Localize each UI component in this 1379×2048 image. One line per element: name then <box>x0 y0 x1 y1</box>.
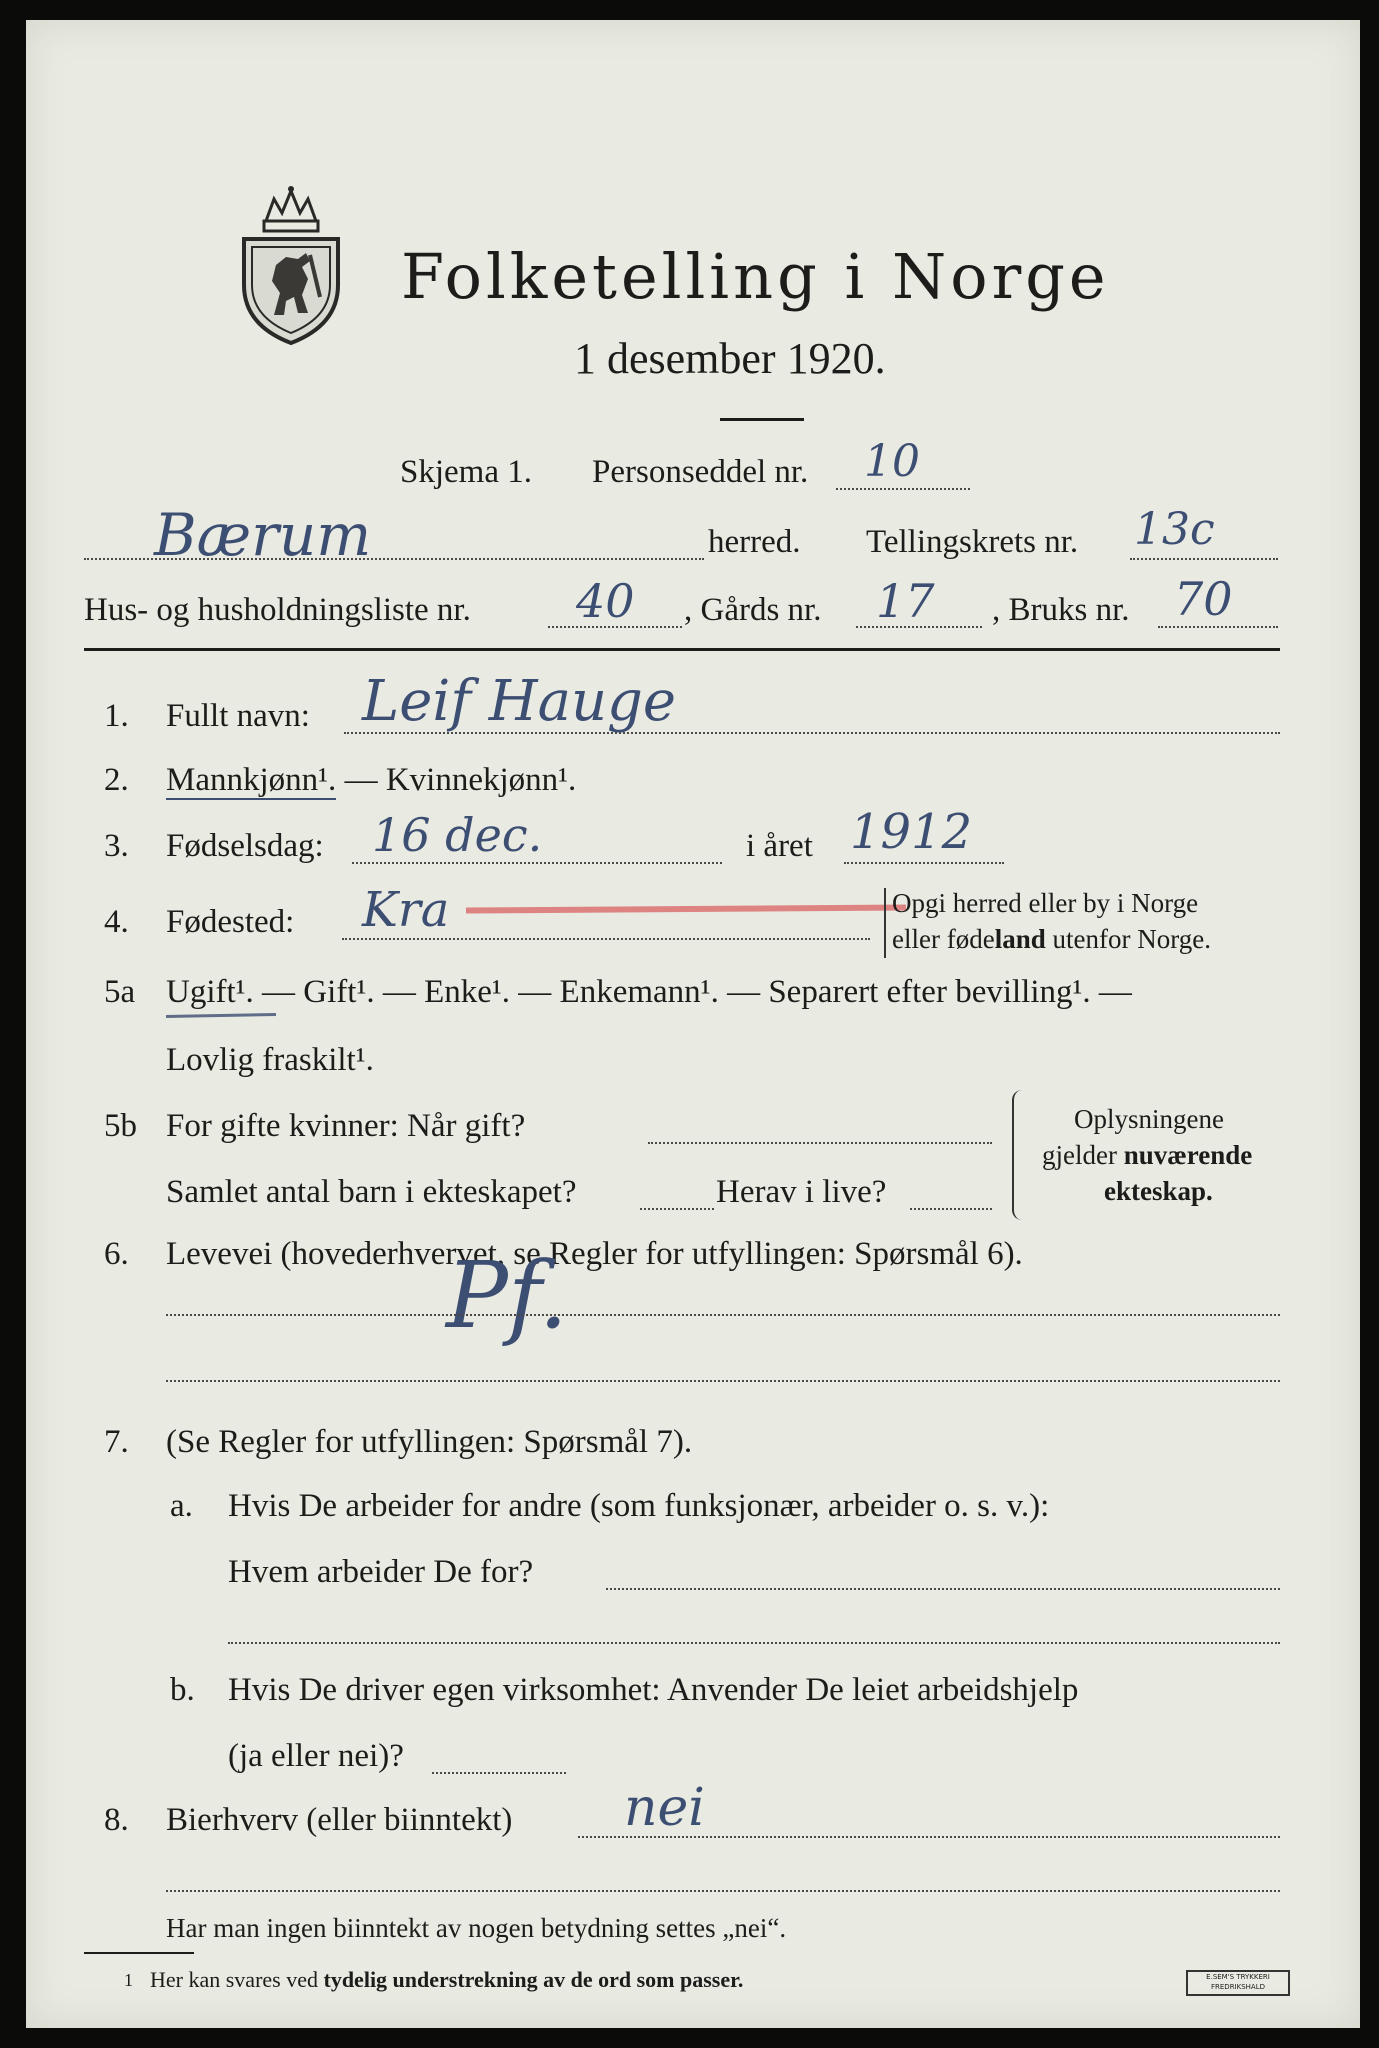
q6-label: Levevei (hovederhvervet, se Regler for utfyllingen: Spørsmål 6). <box>166 1236 1023 1272</box>
tellingskrets-value: 13c <box>1134 504 1215 555</box>
q5b-note-line3: ekteskap. <box>1104 1176 1213 1206</box>
q4-field-line <box>342 938 870 940</box>
q3-field-line <box>352 862 722 864</box>
q2-male-option: Mannkjønn¹. <box>166 762 337 798</box>
q6-value: Pf. <box>446 1242 568 1349</box>
q7b-field-line <box>432 1772 566 1774</box>
header-rule <box>84 648 1280 651</box>
skjema-label: Skjema 1. <box>400 454 532 490</box>
gards-label: , Gårds nr. <box>684 592 822 628</box>
q7a-field-line-2 <box>228 1642 1280 1644</box>
q2-options <box>166 760 576 800</box>
q1-value: Leif Hauge <box>362 669 677 734</box>
q1-label: Fullt navn: <box>166 698 310 734</box>
q4-number: 4. <box>104 904 129 940</box>
q3-year-value: 1912 <box>850 804 973 860</box>
q3-number: 3. <box>104 828 129 864</box>
q5b-children-field-line <box>640 1208 714 1210</box>
printer-stamp: E.SEM'S TRYKKERI FREDRIKSHALD <box>1186 1970 1290 1996</box>
q8-number: 8. <box>104 1802 129 1838</box>
q7a-letter: a. <box>170 1488 193 1524</box>
q8-field-line-2 <box>166 1890 1280 1892</box>
herred-value: Bærum <box>154 501 372 569</box>
q8-value: nei <box>624 1778 705 1838</box>
q5a-number: 5a <box>104 974 136 1010</box>
hus-value: 40 <box>576 574 635 628</box>
q4-value: Kra <box>362 882 450 938</box>
bruks-label: , Bruks nr. <box>992 592 1130 628</box>
footnote-text: Her kan svares ved tydelig understrekning av de ord som passer. <box>150 1967 744 1992</box>
norway-coat-of-arms-icon <box>236 185 346 347</box>
q5a-ugift-underline <box>166 1013 276 1018</box>
q6-field-line-2 <box>166 1380 1280 1382</box>
q7b-yes-no-label: (ja eller nei)? <box>228 1738 404 1774</box>
q8-note: Har man ingen biinntekt av nogen betydning settes „nei“. <box>166 1913 787 1943</box>
q7a-field-line-1 <box>606 1588 1280 1590</box>
herred-label: herred. <box>708 524 801 560</box>
census-form-sheet <box>26 20 1360 2028</box>
q5b-note-line1: Oplysningene <box>1074 1104 1224 1134</box>
q3-year-field-line <box>844 862 1004 864</box>
tellingskrets-field-line <box>1130 558 1278 560</box>
q6-number: 6. <box>104 1236 129 1272</box>
q4-label: Fødested: <box>166 904 295 940</box>
q6-field-line-1 <box>166 1314 1280 1316</box>
q7a-label: Hvis De arbeider for andre (som funksjonær, arbeider o. s. v.): <box>228 1488 1050 1524</box>
q3-label: Fødselsdag: <box>166 828 324 864</box>
q1-number: 1. <box>104 698 129 734</box>
personseddel-field-line <box>836 488 970 490</box>
q7-label: (Se Regler for utfyllingen: Spørsmål 7). <box>166 1424 693 1460</box>
q5b-when-married-field-line <box>648 1142 992 1144</box>
q5b-note-line2: gjelder nuværende <box>1042 1140 1253 1170</box>
q8-label: Bierhverv (eller biinntekt) <box>166 1802 513 1838</box>
title-divider <box>720 418 804 421</box>
q5a-options-line2: Lovlig fraskilt¹. <box>166 1042 374 1078</box>
form-title: Folketelling i Norge <box>401 240 1110 313</box>
q5b-alive-label: Herav i live? <box>716 1174 887 1210</box>
personseddel-label: Personseddel nr. <box>592 454 809 490</box>
red-strike-mark <box>466 904 906 913</box>
q7b-label: Hvis De driver egen virksomhet: Anvender De leiet arbeidshjelp <box>228 1672 1079 1708</box>
personseddel-value: 10 <box>864 436 920 487</box>
bruks-field-line <box>1158 626 1278 628</box>
q2-number: 2. <box>104 762 129 798</box>
q4-note-line2: eller fødeland utenfor Norge. <box>892 924 1211 954</box>
q2-female-option: Kvinnekjønn¹. <box>385 762 577 798</box>
q2-separator: — <box>336 762 386 798</box>
q5b-children-label: Samlet antal barn i ekteskapet? <box>166 1174 577 1210</box>
q5b-note-brace <box>1012 1090 1028 1220</box>
q3-year-label: i året <box>746 828 813 864</box>
gards-value: 17 <box>876 574 935 628</box>
q7-number: 7. <box>104 1424 129 1460</box>
q7b-letter: b. <box>170 1672 195 1708</box>
q5b-alive-field-line <box>910 1208 992 1210</box>
q3-value: 16 dec. <box>372 808 543 862</box>
q7a-who-label: Hvem arbeider De for? <box>228 1554 534 1590</box>
tellingskrets-label: Tellingskrets nr. <box>866 524 1079 560</box>
q5b-when-married-label: For gifte kvinner: Når gift? <box>166 1108 526 1144</box>
q4-note-line1: Opgi herred eller by i Norge <box>892 888 1199 918</box>
footnote-number: 1 <box>124 1970 133 1990</box>
bruks-value: 70 <box>1174 572 1233 626</box>
q4-note-brace <box>884 888 886 958</box>
footnote-rule <box>84 1952 194 1954</box>
hus-label: Hus- og husholdningsliste nr. <box>84 592 471 628</box>
census-date: 1 desember 1920. <box>574 334 886 383</box>
q5a-options: Ugift¹. — Gift¹. — Enke¹. — Enkemann¹. — Separert efter bevilling¹. — <box>166 974 1132 1010</box>
q5b-number: 5b <box>104 1108 137 1144</box>
